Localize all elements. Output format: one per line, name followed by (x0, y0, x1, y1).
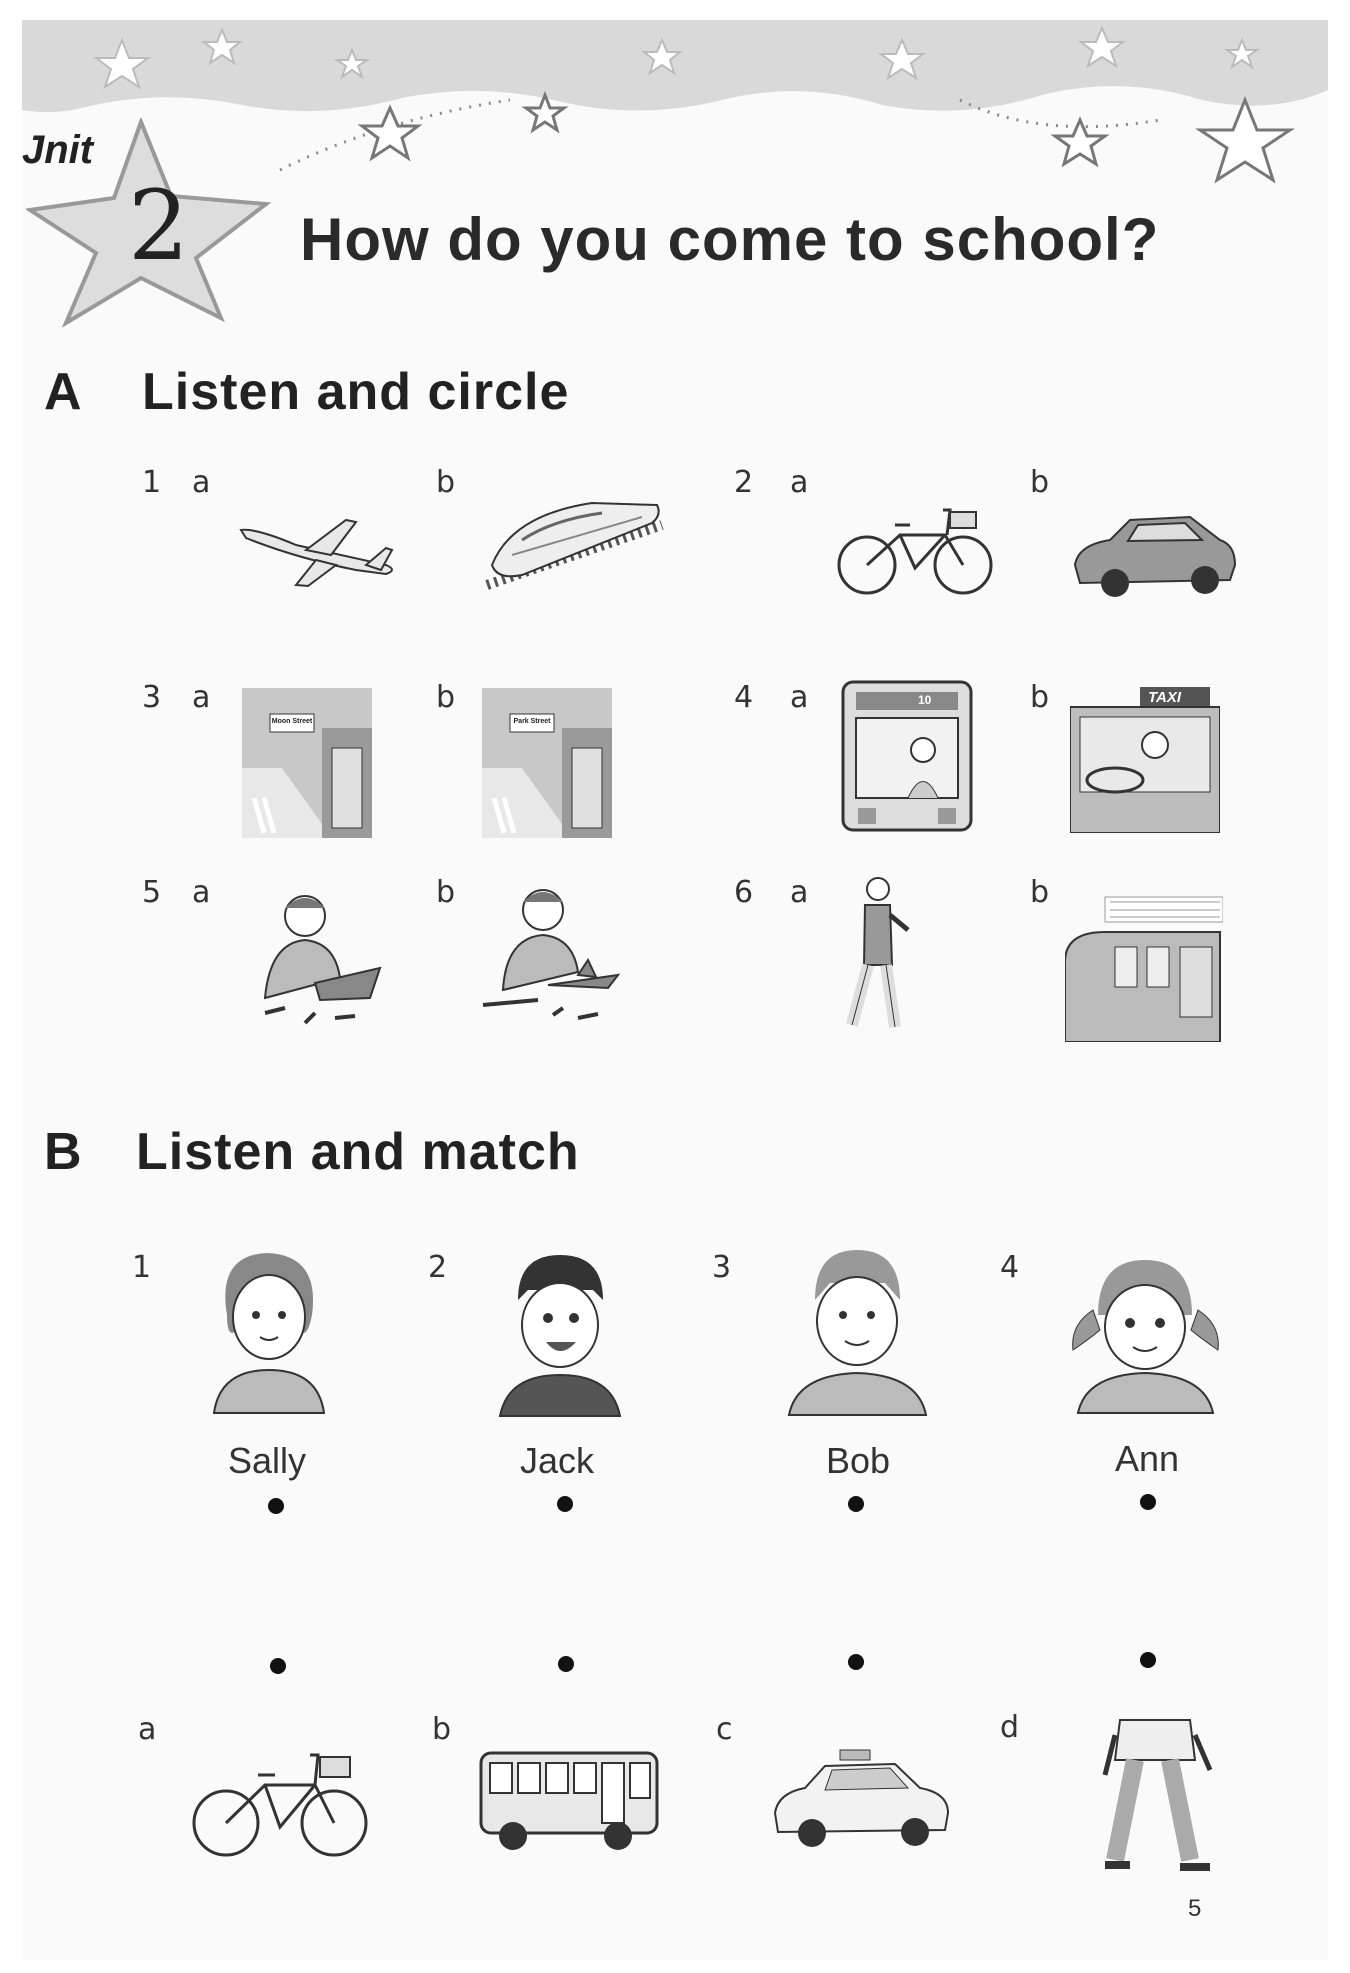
person-name: Ann (1114, 1438, 1180, 1479)
item-number: 6 (734, 875, 754, 910)
taxi-icon (770, 1748, 952, 1853)
bicycle-icon (190, 1735, 370, 1860)
match-dot-bottom[interactable] (270, 1658, 286, 1674)
match-dot-bottom[interactable] (848, 1654, 864, 1670)
walking-legs-icon (1100, 1715, 1215, 1875)
subway-icon[interactable] (1065, 892, 1223, 1042)
bus-driver-icon[interactable] (838, 680, 976, 832)
option-a[interactable]: a (790, 465, 809, 500)
taxi-sign: TAXI (1148, 689, 1182, 706)
option-a[interactable]: a (192, 875, 211, 910)
option-b[interactable]: b (1030, 465, 1050, 500)
girl-ann-portrait (1068, 1255, 1223, 1415)
transport-letter: d (1000, 1710, 1020, 1745)
match-dot-top[interactable] (848, 1496, 864, 1512)
option-a[interactable]: a (192, 680, 211, 715)
page-number: 5 (1188, 1895, 1202, 1922)
street-sign-label: Moon Street (271, 718, 313, 725)
item-number: 3 (142, 680, 162, 715)
option-a[interactable]: a (790, 875, 809, 910)
street-icon[interactable] (242, 688, 372, 838)
boy-model-plane-icon[interactable] (478, 880, 628, 1038)
match-dot-bottom[interactable] (1140, 1652, 1156, 1668)
page-title: How do you come to school? (300, 206, 1160, 273)
transport-letter: a (138, 1712, 157, 1747)
boy-model-ship-icon[interactable] (245, 888, 385, 1038)
match-dot-top[interactable] (1140, 1494, 1156, 1510)
option-a[interactable]: a (790, 680, 809, 715)
transport-letter: c (716, 1712, 733, 1747)
taxi-driver-icon[interactable] (1070, 685, 1220, 833)
person-name: Bob (825, 1440, 891, 1481)
option-b[interactable]: b (436, 465, 456, 500)
section-a-title: Listen and circle (142, 363, 570, 421)
match-dot-bottom[interactable] (558, 1656, 574, 1672)
item-number: 2 (734, 465, 754, 500)
street-sign-label: Park Street (513, 718, 551, 725)
person-number: 2 (428, 1250, 448, 1285)
boy-jack-portrait (498, 1250, 623, 1418)
bus-number: 10 (918, 693, 932, 707)
unit-number: 2 (128, 170, 190, 282)
item-number: 5 (142, 875, 162, 910)
decorative-stars (260, 80, 1320, 210)
option-b[interactable]: b (1030, 875, 1050, 910)
car-icon[interactable] (1070, 505, 1240, 605)
person-number: 1 (132, 1250, 152, 1285)
person-name: Jack (519, 1440, 595, 1481)
girl-sally-portrait (212, 1245, 327, 1415)
person-name: Sally (227, 1440, 307, 1481)
street-icon[interactable] (482, 688, 612, 838)
option-a[interactable]: a (192, 465, 211, 500)
bicycle-icon[interactable] (835, 490, 995, 600)
bus-icon (478, 1748, 660, 1856)
item-number: 4 (734, 680, 754, 715)
train-icon[interactable] (482, 495, 667, 600)
item-number: 1 (142, 465, 162, 500)
section-a-letter: A (44, 363, 82, 421)
boy-bob-portrait (785, 1245, 930, 1417)
match-dot-top[interactable] (268, 1498, 284, 1514)
transport-letter: b (432, 1712, 452, 1747)
walking-man-icon[interactable] (840, 875, 915, 1040)
person-number: 4 (1000, 1250, 1020, 1285)
airplane-icon[interactable] (236, 510, 401, 590)
option-b[interactable]: b (1030, 680, 1050, 715)
match-dot-top[interactable] (557, 1496, 573, 1512)
option-b[interactable]: b (436, 680, 456, 715)
section-b-letter: B (44, 1123, 82, 1181)
option-b[interactable]: b (436, 875, 456, 910)
unit-label: Jnit (22, 128, 94, 172)
section-b-title: Listen and match (136, 1123, 580, 1181)
person-number: 3 (712, 1250, 732, 1285)
